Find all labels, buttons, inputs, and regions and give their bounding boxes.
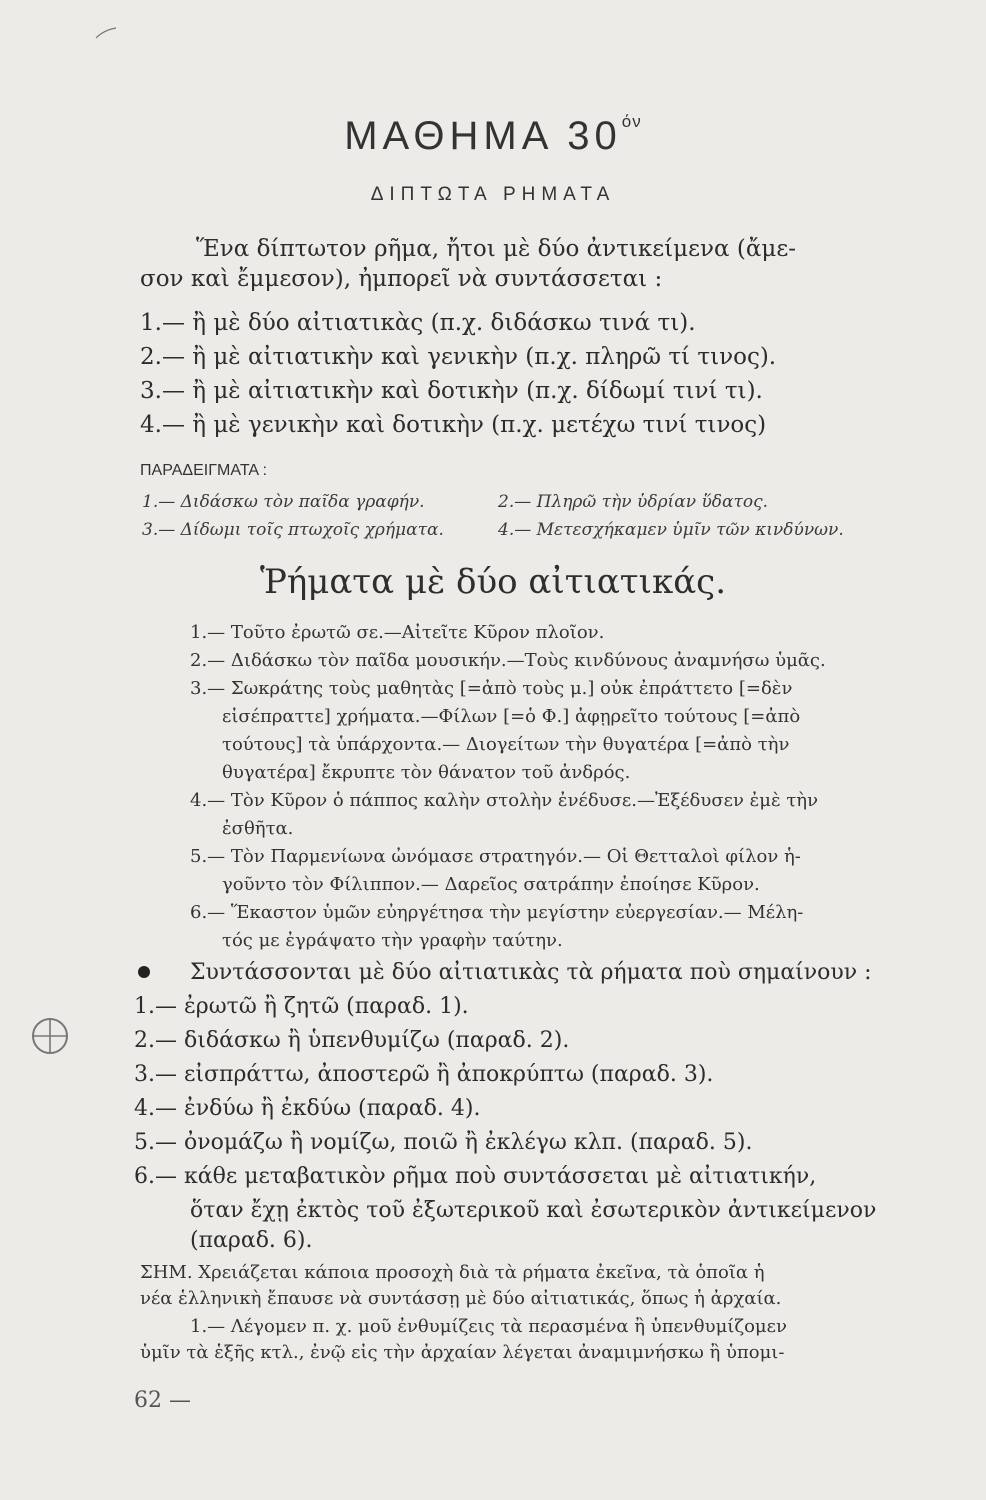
rule-6-end: (παραδ. 6). [190,1228,313,1253]
construction-4: 4.— ἢ μὲ γενικὴν καὶ δοτικὴν (π.χ. μετέχω τινί τινος) [140,412,767,438]
examples-label: ΠΑΡΑΔΕΙΓΜΑΤΑ : [140,462,268,479]
section-line-11: 6.— Ἕκαστον ὑμῶν εὐηργέτησα τὴν μεγίστην εὐεργεσίαν.— Μέλη- [190,902,804,923]
section-line-1: 1.— Τοῦτο ἐρωτῶ σε.—Αἰτεῖτε Κῦρον πλοῖον. [190,622,605,643]
section-line-5: τούτους] τὰ ὑπάρχοντα.— Διογείτων τὴν θυγατέρα [=ἀπὸ τὴν [222,734,790,755]
example-4: 4.— Μετεσχήκαμεν ὑμῖν τῶν κινδύνων. [498,520,844,540]
library-stamp-icon [30,1016,70,1056]
note-line-4: ὑμῖν τὰ ἑξῆς κτλ., ἐνῷ εἰς τὴν ἀρχαίαν λέγεται ἀναμιμνήσκω ἢ ὑπομι- [140,1342,785,1363]
example-2: 2.— Πληρῶ τὴν ὑδρίαν ὕδατος. [498,492,769,512]
page-number: 62 — [134,1388,191,1413]
rule-3: 3.— εἰσπράττω, ἀποστερῶ ἢ ἀποκρύπτω (παραδ. 3). [134,1062,714,1087]
note-line-2: νέα ἑλληνικὴ ἔπαυσε νὰ συντάσσῃ μὲ δύο αἰτιατικάς, ὅπως ἡ ἀρχαία. [140,1288,782,1309]
construction-2: 2.— ἢ μὲ αἰτιατικὴν καὶ γενικὴν (π.χ. πληρῶ τί τινος). [140,344,777,370]
rule-intro: Συντάσσονται μὲ δύο αἰτιατικὰς τὰ ρήματα ποὺ σημαίνουν : [190,960,872,985]
section-heading: Ῥήματα μὲ δύο αἰτιατικάς. [259,562,727,602]
lesson-title: ΜΑΘΗΜΑ $30^{ό\nu}$ [344,112,642,158]
intro-line-1: Ἕνα δίπτωτον ρῆμα, ἤτοι μὲ δύο ἀντικείμενα (ἄμε- [196,236,797,262]
section-line-10: γοῦντο τὸν Φίλιππον.— Δαρεῖος σατράπην ἐποίησε Κῦρον. [222,874,760,895]
section-line-6: θυγατέρα] ἔκρυπτε τὸν θάνατον τοῦ ἀνδρός. [222,762,631,783]
rule-6: 6.— κάθε μεταβατικὸν ρῆμα ποὺ συντάσσεται μὲ αἰτιατικήν, [134,1164,817,1189]
construction-1: 1.— ἢ μὲ δύο αἰτιατικὰς (π.χ. διδάσκω τινά τι). [140,310,696,336]
rule-1: 1.— ἐρωτῶ ἢ ζητῶ (παραδ. 1). [134,994,469,1019]
pencil-mark-icon [94,26,118,40]
lesson-subtitle: ΔΙΠΤΩΤΑ ΡΗΜΑΤΑ [370,184,616,205]
construction-3: 3.— ἢ μὲ αἰτιατικὴν καὶ δοτικὴν (π.χ. δίδωμί τινί τι). [140,378,763,404]
section-line-12: τός με ἐγράψατο τὴν γραφὴν ταύτην. [222,930,563,951]
rule-4: 4.— ἐνδύω ἢ ἐκδύω (παραδ. 4). [134,1096,481,1121]
section-line-7: 4.— Τὸν Κῦρον ὁ πάππος καλὴν στολὴν ἐνέδυσε.—Ἐξέδυσεν ἐμὲ τὴν [190,790,819,811]
rule-6-cont: ὅταν ἔχῃ ἐκτὸς τοῦ ἐξωτερικοῦ καὶ ἐσωτερικὸν ἀντικείμενον [190,1198,877,1223]
section-line-2: 2.— Διδάσκω τὸν παῖδα μουσικήν.—Τοὺς κινδύνους ἀναμνήσω ὑμᾶς. [190,650,826,671]
rule-2: 2.— διδάσκω ἢ ὑπενθυμίζω (παραδ. 2). [134,1028,570,1053]
intro-line-2: σον καὶ ἔμμεσον), ἠμπορεῖ νὰ συντάσσεται : [140,266,663,292]
section-line-9: 5.— Τὸν Παρμενίωνα ὠνόμασε στρατηγόν.— Οἱ Θετταλοὶ φίλον ἡ- [190,846,801,867]
rule-5: 5.— ὀνομάζω ἢ νομίζω, ποιῶ ἢ ἐκλέγω κλπ. (παραδ. 5). [134,1130,753,1155]
note-line-1: ΣΗΜ. Χρειάζεται κάποια προσοχὴ διὰ τὰ ρήματα ἐκεῖνα, τὰ ὁποῖα ἡ [140,1262,765,1283]
section-line-3: 3.— Σωκράτης τοὺς μαθητὰς [=ἀπὸ τοὺς μ.] οὐκ ἐπράττετο [=δὲν [190,678,793,699]
example-3: 3.— Δίδωμι τοῖς πτωχοῖς χρήματα. [142,520,444,540]
section-line-8: ἐσθῆτα. [222,818,294,839]
example-1: 1.— Διδάσκω τὸν παῖδα γραφήν. [142,492,425,512]
section-line-4: εἰσέπραττε] χρήματα.—Φίλων [=ὁ Φ.] ἀφῃρεῖτο τούτους [=ἀπὸ [222,706,801,727]
note-line-3: 1.— Λέγομεν π. χ. μοῦ ἐνθυμίζεις τὰ περασμένα ἢ ὑπενθυμίζομεν [190,1316,787,1337]
bullet-icon [138,966,150,978]
